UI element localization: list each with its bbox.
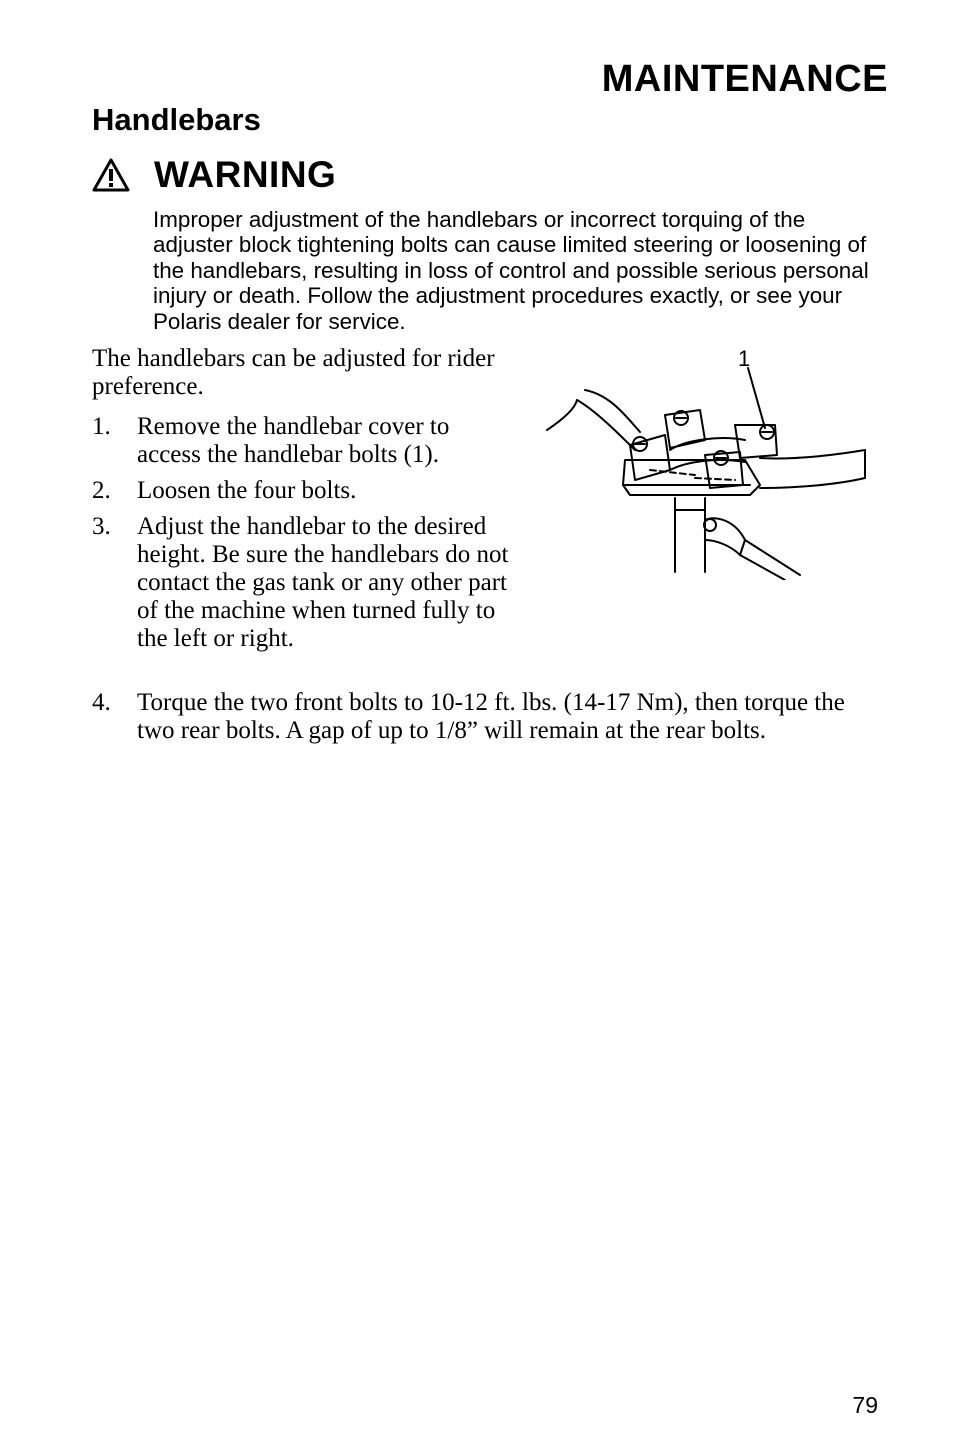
step-text: Torque the two front bolts to 10-12 ft. lbs. (14-17 Nm), then torque the two rear bolts. A gap of up to 1/8” will remain at the rear bolts. — [137, 689, 845, 744]
list-item — [92, 477, 512, 505]
list-item — [92, 413, 512, 469]
page-title: Handlebars — [92, 102, 261, 137]
section-title: MAINTENANCE — [601, 58, 888, 100]
step-number: 4. — [92, 689, 111, 716]
figure-callout: 1 — [738, 346, 751, 371]
step-text: Adjust the handlebar to the desired height. Be sure the handlebars do not contact the gas tank or any other part of the machine when turned fully to the left or right. — [137, 513, 509, 652]
intro-paragraph: The handlebars can be adjusted for rider preference. — [92, 345, 495, 400]
warning-header — [92, 154, 336, 196]
step-text: Remove the handlebar cover to access the handlebar bolts (1). — [137, 413, 450, 468]
page-number: 79 — [852, 1392, 878, 1418]
handlebar-clamp-illustration — [545, 340, 870, 580]
step-number: 3. — [92, 513, 111, 540]
warning-text: Improper adjustment of the handlebars or incorrect torquing of the adjuster block tightening bolts can cause limited steering or loosening of the handlebars, resulting in loss of control and possible serious personal injury or death. Follow the adjustment procedures exactly, or see your Polaris dealer for service. — [153, 207, 869, 334]
step-number: 2. — [92, 477, 111, 504]
step-number: 1. — [92, 413, 111, 440]
list-item — [92, 513, 512, 653]
step-text: Loosen the four bolts. — [137, 477, 357, 504]
steps-list — [92, 413, 512, 661]
list-item — [92, 689, 872, 745]
warning-label: WARNING — [154, 154, 337, 195]
warning-triangle-icon — [92, 158, 130, 192]
